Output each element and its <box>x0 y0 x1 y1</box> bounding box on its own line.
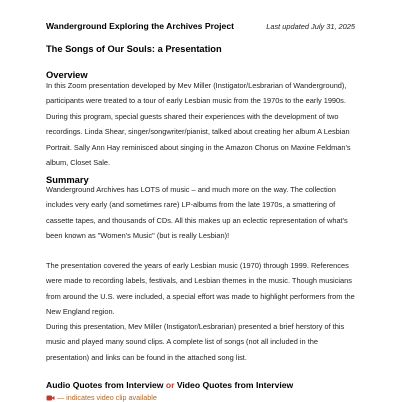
summary-paragraph-1 <box>46 182 361 244</box>
overview-line: album, Closet Sale. <box>46 158 111 168</box>
video-quotes-label: Video Quotes from Interview <box>176 380 294 390</box>
summary-line: Wanderground Archives has LOTS of music – and much more on the way. The collection <box>46 185 336 194</box>
overview-line: Portrait. Sally Ann Hay reminisced about singing in the Amazon Chorus on Maxine Feldman's <box>46 142 351 152</box>
summary-line: cassette tapes, and thousands of CDs. All this makes up an eclectic representation of what's <box>46 215 348 225</box>
header-project-title: Wanderground Exploring the Archives Project <box>46 21 234 31</box>
document-title: The Songs of Our Souls: a Presentation <box>46 44 222 54</box>
summary-line: During this presentation, Mev Miller (Instigator/Lesbrarian) presented a brief herstory of this <box>46 322 345 331</box>
video-legend-text: — indicates video clip available <box>57 393 157 402</box>
overview-line: recordings. Linda Shear, singer/songwriter/pianist, talked about creating her album A Lesbian <box>46 127 350 137</box>
audio-quotes-label: Audio Quotes from Interview <box>46 380 164 390</box>
summary-paragraph-2 <box>46 258 361 320</box>
summary-paragraph-3 <box>46 319 361 365</box>
summary-line: were made to recording labels, festivals, and Lesbian themes in the music. Though musicians <box>46 276 352 286</box>
overview-line: In this Zoom presentation developed by Mev Miller (Instigator/Lesbrarian of Wanderground), <box>46 81 347 90</box>
overview-heading: Overview <box>46 69 88 80</box>
summary-line: music and played many sound clips. A complete list of songs (not all included in the <box>46 337 318 347</box>
summary-heading: Summary <box>46 174 89 185</box>
overview-line: During this program, special guests shared their experiences with the development of two <box>46 111 339 121</box>
audio-video-quotes-heading <box>46 380 293 390</box>
summary-line: New England region. <box>46 307 115 317</box>
video-legend <box>46 393 157 402</box>
overview-paragraph <box>46 78 361 170</box>
overview-line: participants were treated to a tour of early Lesbian music from the 1970s to the early 1990s. <box>46 96 346 106</box>
video-icon <box>46 393 57 402</box>
header-last-updated: Last updated July 31, 2025 <box>266 22 355 31</box>
summary-line: includes very early (and sometimes rare) LP-albums from the late 1970s, a smattering of <box>46 200 336 210</box>
or-label: or <box>165 380 175 390</box>
summary-line: presentation) and links can be found in the attached song list. <box>46 352 247 362</box>
summary-line: been known as "Women's Music" (but is really Lesbian)! <box>46 231 230 241</box>
summary-line: from around the U.S. were included, a special effort was made to highlight performers from the <box>46 291 355 301</box>
summary-line: The presentation covered the years of early Lesbian music (1970) through 1999. References <box>46 261 349 270</box>
